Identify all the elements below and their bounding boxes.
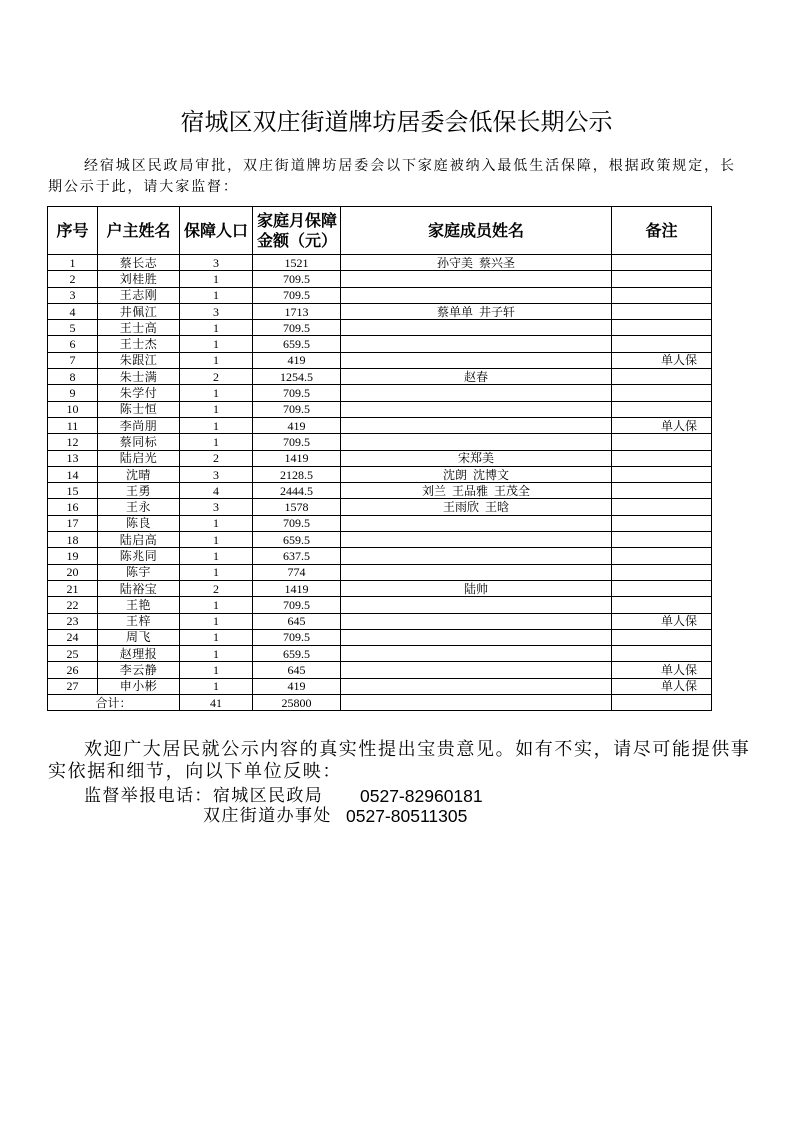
cell-household-head: 陆启高 (98, 532, 180, 548)
cell-population: 2 (180, 580, 253, 596)
cell-amount: 774 (253, 564, 341, 580)
cell-amount: 709.5 (253, 597, 341, 613)
table-row (48, 369, 712, 385)
report-label: 监督举报电话： (84, 786, 213, 805)
cell-members (341, 532, 612, 548)
cell-members: 宋郑美 (341, 450, 612, 466)
cell-index: 24 (48, 629, 98, 645)
cell-note (612, 369, 712, 385)
cell-amount: 1713 (253, 303, 341, 319)
cell-household-head: 陆启光 (98, 450, 180, 466)
table-row (48, 580, 712, 596)
cell-amount: 419 (253, 678, 341, 694)
cell-population: 2 (180, 450, 253, 466)
cell-amount: 659.5 (253, 532, 341, 548)
cell-population: 1 (180, 352, 253, 368)
cell-amount: 709.5 (253, 434, 341, 450)
cell-population: 1 (180, 662, 253, 678)
cell-note (612, 597, 712, 613)
table-row (48, 564, 712, 580)
cell-household-head: 陈宇 (98, 564, 180, 580)
cell-note (612, 646, 712, 662)
cell-members (341, 320, 612, 336)
cell-amount: 419 (253, 352, 341, 368)
cell-index: 7 (48, 352, 98, 368)
cell-index: 20 (48, 564, 98, 580)
table-row (48, 466, 712, 482)
table-row (48, 401, 712, 417)
cell-household-head: 井佩江 (98, 303, 180, 319)
cell-amount: 709.5 (253, 515, 341, 531)
cell-population: 1 (180, 401, 253, 417)
cell-population: 1 (180, 646, 253, 662)
cell-members (341, 564, 612, 580)
cell-household-head: 陈兆同 (98, 548, 180, 564)
cell-note (612, 580, 712, 596)
cell-household-head: 陈士恒 (98, 401, 180, 417)
cell-population: 1 (180, 434, 253, 450)
cell-amount: 659.5 (253, 646, 341, 662)
cell-note (612, 255, 712, 271)
header-population: 保障人口 (180, 207, 253, 255)
report-line (84, 785, 323, 807)
cell-index: 2 (48, 271, 98, 287)
cell-note (612, 629, 712, 645)
cell-note (612, 401, 712, 417)
header-index: 序号 (48, 207, 98, 255)
cell-household-head: 王艳 (98, 597, 180, 613)
table-row (48, 597, 712, 613)
table-body (48, 255, 712, 695)
cell-population: 1 (180, 320, 253, 336)
cell-members: 沈朗 沈博文 (341, 466, 612, 482)
cell-population: 1 (180, 287, 253, 303)
cell-amount: 709.5 (253, 401, 341, 417)
cell-note: 单人保 (612, 613, 712, 629)
contact-phone: 0527-80511305 (346, 806, 468, 826)
cell-population: 3 (180, 303, 253, 319)
cell-population: 1 (180, 548, 253, 564)
cell-amount: 645 (253, 613, 341, 629)
cell-index: 23 (48, 613, 98, 629)
cell-household-head: 蔡长志 (98, 255, 180, 271)
cell-amount: 2444.5 (253, 483, 341, 499)
cell-members: 赵春 (341, 369, 612, 385)
cell-population: 2 (180, 369, 253, 385)
cell-members: 蔡单单 井子轩 (341, 303, 612, 319)
cell-amount: 1578 (253, 499, 341, 515)
cell-amount: 1419 (253, 450, 341, 466)
cell-members (341, 515, 612, 531)
cell-note: 单人保 (612, 662, 712, 678)
cell-household-head: 李云静 (98, 662, 180, 678)
cell-household-head: 朱跟江 (98, 352, 180, 368)
cell-amount: 659.5 (253, 336, 341, 352)
cell-note (612, 385, 712, 401)
cell-population: 1 (180, 336, 253, 352)
cell-amount: 419 (253, 417, 341, 433)
cell-note (612, 499, 712, 515)
cell-index: 18 (48, 532, 98, 548)
cell-members (341, 287, 612, 303)
cell-note (612, 548, 712, 564)
cell-amount: 1254.5 (253, 369, 341, 385)
cell-household-head: 李尚朋 (98, 417, 180, 433)
total-note-empty (612, 695, 712, 711)
cell-note (612, 287, 712, 303)
cell-index: 15 (48, 483, 98, 499)
cell-index: 11 (48, 417, 98, 433)
total-population: 41 (180, 695, 253, 711)
cell-index: 1 (48, 255, 98, 271)
cell-population: 1 (180, 271, 253, 287)
table-row (48, 548, 712, 564)
assistance-roster-table (47, 206, 712, 711)
cell-index: 10 (48, 401, 98, 417)
cell-amount: 709.5 (253, 629, 341, 645)
cell-amount: 709.5 (253, 385, 341, 401)
contact-phone: 0527-82960181 (360, 786, 483, 806)
page-title: 宿城区双庄街道牌坊居委会低保长期公示 (180, 110, 613, 136)
table-row (48, 336, 712, 352)
cell-household-head: 蔡同标 (98, 434, 180, 450)
table-row (48, 287, 712, 303)
table-row (48, 499, 712, 515)
table-row (48, 483, 712, 499)
table-row (48, 320, 712, 336)
total-row (48, 695, 712, 711)
cell-index: 6 (48, 336, 98, 352)
cell-members (341, 613, 612, 629)
cell-index: 19 (48, 548, 98, 564)
contact-name: 双庄街道办事处 (203, 806, 332, 825)
cell-amount: 1419 (253, 580, 341, 596)
cell-population: 1 (180, 597, 253, 613)
cell-population: 1 (180, 629, 253, 645)
cell-index: 22 (48, 597, 98, 613)
cell-household-head: 朱学付 (98, 385, 180, 401)
cell-household-head: 朱士满 (98, 369, 180, 385)
cell-household-head: 周飞 (98, 629, 180, 645)
cell-members: 孙守美 蔡兴圣 (341, 255, 612, 271)
cell-index: 13 (48, 450, 98, 466)
cell-note (612, 515, 712, 531)
cell-population: 1 (180, 532, 253, 548)
cell-note (612, 303, 712, 319)
cell-population: 1 (180, 613, 253, 629)
table-row (48, 532, 712, 548)
table-row (48, 417, 712, 433)
cell-index: 5 (48, 320, 98, 336)
cell-members (341, 385, 612, 401)
cell-household-head: 沈晴 (98, 466, 180, 482)
cell-members (341, 336, 612, 352)
table-row (48, 646, 712, 662)
total-amount: 25800 (253, 695, 341, 711)
cell-index: 8 (48, 369, 98, 385)
cell-note: 单人保 (612, 678, 712, 694)
header-household-head: 户主姓名 (98, 207, 180, 255)
contact-name: 宿城区民政局 (212, 786, 324, 805)
table-row (48, 303, 712, 319)
cell-household-head: 王士高 (98, 320, 180, 336)
cell-household-head: 陈良 (98, 515, 180, 531)
cell-index: 12 (48, 434, 98, 450)
cell-index: 9 (48, 385, 98, 401)
cell-note (612, 320, 712, 336)
cell-members (341, 434, 612, 450)
cell-note (612, 532, 712, 548)
cell-members: 王雨欣 王晗 (341, 499, 612, 515)
cell-population: 1 (180, 385, 253, 401)
table-row (48, 450, 712, 466)
cell-population: 1 (180, 678, 253, 694)
table-row (48, 255, 712, 271)
cell-members (341, 548, 612, 564)
cell-members (341, 662, 612, 678)
cell-population: 3 (180, 499, 253, 515)
cell-population: 1 (180, 417, 253, 433)
table-row (48, 434, 712, 450)
cell-index: 16 (48, 499, 98, 515)
header-amount: 家庭月保障金额（元） (253, 207, 341, 255)
cell-index: 17 (48, 515, 98, 531)
cell-household-head: 陆裕宝 (98, 580, 180, 596)
table-row (48, 515, 712, 531)
cell-amount: 709.5 (253, 271, 341, 287)
intro-line-2: 期公示于此，请大家监督： (48, 180, 239, 195)
cell-index: 25 (48, 646, 98, 662)
cell-members: 陆帅 (341, 580, 612, 596)
cell-index: 27 (48, 678, 98, 694)
footer-line-1: 欢迎广大居民就公示内容的真实性提出宝贵意见。如有不实，请尽可能提供事 (84, 739, 751, 759)
header-row (48, 207, 712, 255)
cell-members (341, 401, 612, 417)
cell-household-head: 申小彬 (98, 678, 180, 694)
table-row (48, 352, 712, 368)
header-members: 家庭成员姓名 (341, 207, 612, 255)
cell-index: 26 (48, 662, 98, 678)
cell-note: 单人保 (612, 352, 712, 368)
cell-household-head: 王梓 (98, 613, 180, 629)
cell-population: 3 (180, 255, 253, 271)
cell-members (341, 417, 612, 433)
cell-members (341, 271, 612, 287)
cell-note (612, 466, 712, 482)
cell-index: 14 (48, 466, 98, 482)
table-row (48, 271, 712, 287)
table-header (48, 207, 712, 255)
cell-members (341, 629, 612, 645)
cell-members: 刘兰 王品雅 王茂全 (341, 483, 612, 499)
intro-line-1: 经宿城区民政局审批，双庄街道牌坊居委会以下家庭被纳入最低生活保障，根据政策规定，长 (84, 159, 736, 174)
footer-line-2: 实依据和细节，向以下单位反映： (48, 761, 342, 781)
cell-note (612, 450, 712, 466)
table-row (48, 678, 712, 694)
cell-population: 3 (180, 466, 253, 482)
cell-amount: 709.5 (253, 287, 341, 303)
cell-note (612, 434, 712, 450)
cell-amount: 637.5 (253, 548, 341, 564)
table-total (48, 695, 712, 711)
table-row (48, 613, 712, 629)
table-row (48, 629, 712, 645)
cell-household-head: 刘桂胜 (98, 271, 180, 287)
cell-household-head: 赵理报 (98, 646, 180, 662)
cell-household-head: 王勇 (98, 483, 180, 499)
cell-members (341, 597, 612, 613)
cell-note (612, 483, 712, 499)
cell-household-head: 王志刚 (98, 287, 180, 303)
cell-amount: 709.5 (253, 320, 341, 336)
cell-index: 21 (48, 580, 98, 596)
cell-amount: 1521 (253, 255, 341, 271)
cell-note: 单人保 (612, 417, 712, 433)
cell-population: 1 (180, 515, 253, 531)
cell-amount: 2128.5 (253, 466, 341, 482)
cell-index: 4 (48, 303, 98, 319)
cell-note (612, 336, 712, 352)
cell-members (341, 646, 612, 662)
total-members-empty (341, 695, 612, 711)
cell-members (341, 678, 612, 694)
table-row (48, 385, 712, 401)
cell-members (341, 352, 612, 368)
cell-note (612, 564, 712, 580)
cell-household-head: 王士杰 (98, 336, 180, 352)
cell-population: 4 (180, 483, 253, 499)
cell-household-head: 王永 (98, 499, 180, 515)
total-label: 合计： (48, 695, 180, 711)
cell-index: 3 (48, 287, 98, 303)
table-row (48, 662, 712, 678)
cell-amount: 645 (253, 662, 341, 678)
header-note: 备注 (612, 207, 712, 255)
cell-note (612, 271, 712, 287)
cell-population: 1 (180, 564, 253, 580)
